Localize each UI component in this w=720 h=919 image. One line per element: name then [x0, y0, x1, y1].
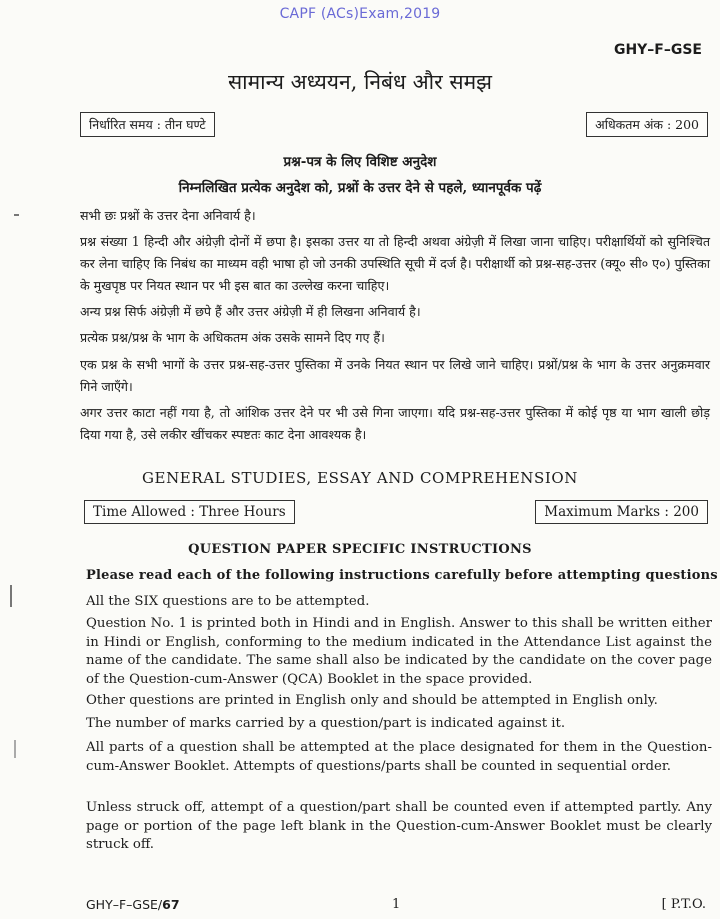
hindi-subheading: निम्नलिखित प्रत्येक अनुदेश को, प्रश्नों के उत्तर देने से पहले, ध्यानपूर्वक पढ़ें [178, 180, 542, 196]
hindi-instruction-3: अन्य प्रश्न सिर्फ अंग्रेज़ी में छपे हैं और उत्तर अंग्रेज़ी में ही लिखना अनिवार्य है। [80, 304, 421, 319]
english-title: GENERAL STUDIES, ESSAY AND COMPREHENSION [141, 469, 579, 487]
hindi-time-box: निर्धारित समय : तीन घण्टे [80, 112, 215, 137]
english-heading: QUESTION PAPER SPECIFIC INSTRUCTIONS [188, 542, 532, 557]
english-time-box: Time Allowed : Three Hours [84, 500, 295, 524]
english-instruction-3: Other questions are printed in English only and should be attempted in English only. [86, 693, 658, 708]
hindi-instruction-1: सभी छः प्रश्नों के उत्तर देना अनिवार्य है। [80, 208, 256, 223]
hindi-instruction-2: प्रश्न संख्या 1 हिन्दी और अंग्रेज़ी दोनों में छपा है। इसका उत्तर या तो हिन्दी अथवा अंग्रेज़ी में लिखा जाना चाहिए। परीक्षार्थियों को सुनिश्चित कर लेना चाहिए कि निबंध का माध्यम वही भाषा हो जो उनकी उपस्थिति सूची में दर्ज है। परीक्षार्थी को प्रश्न-सह-उत्तर (क्यू० सी० ए०) पुस्तिका के मुखपृष्ठ पर नियत स्थान पर भी इस बात का उल्लेख करना चाहिए। [80, 234, 710, 293]
english-instruction-2: Question No. 1 is printed both in Hindi and in English. Answer to this shall be written either in Hindi or English, conforming to the medium indicated in the Attendance List against the name of the candidate. The same shall also be indicated by the candidate on the cover page of the Question-cum-Answer (QCA) Booklet in the space provided. [86, 616, 712, 687]
english-instruction-4: The number of marks carried by a question/part is indicated against it. [86, 716, 566, 731]
paper-code: GHY–F–GSE [613, 42, 702, 58]
hindi-instruction-6: अगर उत्तर काटा नहीं गया है, तो आंशिक उत्तर देने पर भी उसे गिना जाएगा। यदि प्रश्न-सह-उत्तर पुस्तिका में कोई पृष्ठ या भाग खाली छोड़ दिया गया है, उसे लकीर खींचकर स्पष्टतः काट देना आवश्यक है। [80, 405, 710, 442]
scan-mark [10, 585, 12, 607]
footer-code-number: 67 [162, 897, 180, 912]
english-subheading: Please read each of the following instructions carefully before attempting questions [86, 568, 718, 583]
english-instruction-1: All the SIX questions are to be attempted. [86, 594, 370, 609]
english-instruction-6: Unless struck off, attempt of a question/part shall be counted even if attempted partly. Any page or portion of the page left blank in the Question-cum-Answer Booklet must be clearly struck off. [86, 800, 712, 852]
hindi-instruction-4: प्रत्येक प्रश्न/प्रश्न के भाग के अधिकतम अंक उसके सामने दिए गए हैं। [80, 330, 385, 345]
exam-stamp: CAPF (ACs)Exam,2019 [279, 6, 441, 22]
hindi-instruction-5: एक प्रश्न के सभी भागों के उत्तर प्रश्न-सह-उत्तर पुस्तिका में उनके नियत स्थान पर लिखे जाने चाहिए। प्रश्नों/प्रश्न के भाग के उत्तर अनुक्रमवार गिने जाएँगे। [80, 357, 710, 394]
hindi-title: सामान्य अध्ययन, निबंध और समझ [227, 70, 493, 94]
pto-label: [ P.T.O. [661, 897, 706, 912]
english-instruction-5: All parts of a question shall be attempted at the place designated for them in the Question-cum-Answer Booklet. Attempts of questions/parts shall be counted in sequential order. [86, 740, 712, 774]
scan-mark [14, 740, 16, 758]
footer-code-text: GHY–F–GSE/ [86, 897, 163, 912]
scan-mark [14, 214, 19, 216]
hindi-heading: प्रश्न-पत्र के लिए विशिष्ट अनुदेश [283, 154, 437, 170]
hindi-marks-box: अधिकतम अंक : 200 [586, 112, 708, 137]
english-marks-box: Maximum Marks : 200 [535, 500, 708, 524]
page-number: 1 [392, 897, 401, 912]
footer-code [86, 897, 180, 912]
